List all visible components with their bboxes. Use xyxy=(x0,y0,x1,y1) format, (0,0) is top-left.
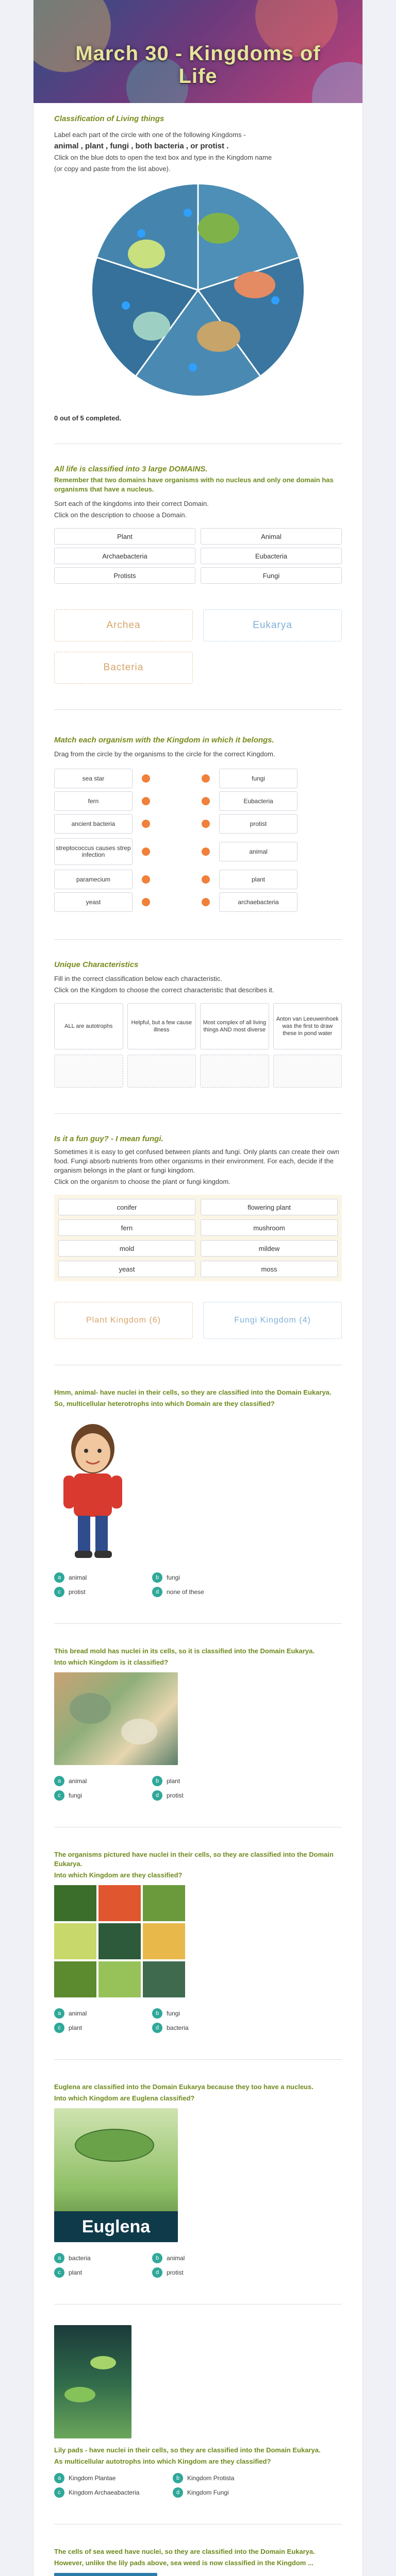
question-sea-weed: The cells of sea weed have nuclei, so they are classified into the Domain Eukarya. However, unlike the lily pads above, sea weed is now classified in the Kingdom ... xyxy=(34,2524,362,2576)
question-heading: Is it a fun guy? - I mean fungi. xyxy=(54,1134,163,1143)
characteristic-card: Anton van Leeuwenhoek was the first to draw these in pond water xyxy=(273,1003,342,1049)
question-heading: Match each organism with the Kingdom in which it belongs. xyxy=(54,736,274,744)
hotspot-dot[interactable] xyxy=(137,229,145,238)
answer-option[interactable]: b Kingdom Protista xyxy=(173,2472,281,2484)
answer-option[interactable]: d protist xyxy=(152,2267,240,2278)
sort-item[interactable]: fern xyxy=(58,1219,195,1236)
drop-target[interactable] xyxy=(202,898,210,906)
worksheet-title: March 30 - Kingdoms of Life xyxy=(75,42,321,88)
fungi-picture xyxy=(197,321,240,352)
answer-option[interactable]: c Kingdom Archaeabacteria xyxy=(54,2487,162,2498)
answer-options xyxy=(54,2472,281,2498)
characteristic-cards xyxy=(54,1003,342,1049)
euglena-picture xyxy=(54,2108,178,2242)
question-bread-mold: This bread mold has nuclei in its cells, so it is classified into the Domain Eukarya. Into which Kingdom is it classified? a animal b plant c fungi d protist xyxy=(34,1624,362,1801)
lily-pad-picture xyxy=(54,2325,131,2438)
answer-options xyxy=(54,1775,240,1801)
completion-status: 0 out of 5 completed. xyxy=(54,414,122,422)
animal-picture xyxy=(234,272,275,298)
hotspot-dot[interactable] xyxy=(189,363,197,371)
drag-handle[interactable] xyxy=(142,875,150,884)
question-heading: All life is classified into 3 large DOMAINS. xyxy=(54,465,208,473)
characteristic-card: Helpful, but a few cause illness xyxy=(127,1003,196,1049)
sort-item[interactable]: Fungi xyxy=(201,567,342,584)
drop-zone-bacteria[interactable]: Bacteria xyxy=(54,652,193,684)
boy-picture xyxy=(54,1418,131,1562)
answer-options xyxy=(54,2252,240,2278)
answer-option[interactable]: a animal xyxy=(54,1775,142,1787)
kingdom-box: plant xyxy=(219,870,298,889)
drop-target[interactable] xyxy=(202,848,210,856)
answer-option[interactable]: b plant xyxy=(152,1775,240,1787)
answer-option[interactable]: c plant xyxy=(54,2267,142,2278)
drop-target[interactable] xyxy=(202,820,210,828)
drop-zone-plant[interactable]: Plant Kingdom (6) xyxy=(54,1302,193,1339)
kingdom-drop-zones xyxy=(54,1302,342,1339)
sort-item[interactable]: Protists xyxy=(54,567,195,584)
question-heading: Classification of Living things xyxy=(54,114,164,123)
drag-handle[interactable] xyxy=(142,848,150,856)
organism-box: sea star xyxy=(54,769,133,788)
question-heading: Unique Characteristics xyxy=(54,960,139,969)
sort-item[interactable]: yeast xyxy=(58,1261,195,1277)
question-domains: All life is classified into 3 large DOMAINS. Remember that two domains have organisms with no nucleus and only one domain has organisms that have a nucleus. Sort each of the kingdoms into their correct Domain. Click on the description to choose a Domain. Plant Animal Archaebacteria Eubacteria Protists Fungi Archea Eukarya Bacteria xyxy=(34,444,362,684)
sort-item[interactable]: flowering plant xyxy=(201,1199,338,1215)
question-match-organisms: Match each organism with the Kingdom in which it belongs. Drag from the circle by the organisms to the circle for the correct Kingdom. sea star fungi fern Eubacteria ancient bacteria protist streptococcus causes strep infection animal paramecium plant yeast archaebacteria xyxy=(34,710,362,913)
drop-zone-eukarya[interactable]: Eukarya xyxy=(203,609,342,641)
answer-blank[interactable] xyxy=(273,1055,342,1088)
drop-target[interactable] xyxy=(202,875,210,884)
domain-drop-zones xyxy=(54,609,342,684)
answer-option[interactable]: d protist xyxy=(152,1790,240,1801)
question-lily-pads: Lily pads - have nuclei in their cells, so they are classified into the Domain Eukarya. As multicellular autotrophs into which Kingdom are they classified? a Kingdom Plantae b Kingdom Protista c Kingdom Archaeabacteria d Kingdom Fungi xyxy=(34,2304,362,2498)
sort-item[interactable]: Plant xyxy=(54,528,195,545)
kingdom-box: animal xyxy=(219,842,298,861)
kingdom-box: Eubacteria xyxy=(219,791,298,811)
sort-item[interactable]: mold xyxy=(58,1240,195,1257)
worksheet-card xyxy=(33,0,363,2576)
drop-zone-archea[interactable]: Archea xyxy=(54,609,193,641)
answer-option[interactable]: d none of these xyxy=(152,1586,240,1598)
hotspot-dot[interactable] xyxy=(184,209,192,217)
question-classification: Classification of Living things Label each part of the circle with one of the following Kingdoms - animal , plant , fungi , both bacteria , or protist . Click on the blue dots to open the text box and type in the Kingdom name (or copy and paste from the list above). 0 out of 5 completed. xyxy=(34,103,362,423)
drop-target[interactable] xyxy=(202,774,210,783)
matching-list xyxy=(54,767,342,913)
bacteria-picture xyxy=(133,312,170,341)
answer-blanks xyxy=(54,1055,342,1088)
question-euglena: Euglena are classified into the Domain Eukarya because they too have a nucleus. Into which Kingdom are Euglena classified? Euglena a bacteria b animal c plant d protist xyxy=(34,2060,362,2278)
sort-item[interactable]: Animal xyxy=(201,528,342,545)
sea-weed-picture xyxy=(54,2573,157,2576)
answer-options xyxy=(54,2008,240,2033)
organism-items xyxy=(54,1195,342,1281)
characteristic-card: Most complex of all living things AND most diverse xyxy=(200,1003,269,1049)
organism-box: yeast xyxy=(54,892,133,912)
answer-blank[interactable] xyxy=(200,1055,269,1088)
answer-option[interactable]: c fungi xyxy=(54,1790,142,1801)
sort-item[interactable]: Eubacteria xyxy=(201,548,342,564)
drag-handle[interactable] xyxy=(142,774,150,783)
drag-handle[interactable] xyxy=(142,797,150,805)
characteristic-card: ALL are autotrophs xyxy=(54,1003,123,1049)
sort-item[interactable]: Archaebacteria xyxy=(54,548,195,564)
sort-item[interactable]: mushroom xyxy=(201,1219,338,1236)
worksheet-banner xyxy=(34,0,362,103)
answer-blank[interactable] xyxy=(54,1055,123,1088)
answer-options xyxy=(54,1572,240,1598)
answer-option[interactable]: a animal xyxy=(54,2008,142,2019)
drag-handle[interactable] xyxy=(142,898,150,906)
drop-zone-fungi[interactable]: Fungi Kingdom (4) xyxy=(203,1302,342,1339)
kingdom-box: fungi xyxy=(219,769,298,788)
organism-box: paramecium xyxy=(54,870,133,889)
sort-item[interactable]: mildew xyxy=(201,1240,338,1257)
question-animal-kingdom: Hmm, animal- have nuclei in their cells, so they are classified into the Domain Eukarya. So, multicellular heterotrophs into which Domain are they classified? a animal b fungi c protist d none of these xyxy=(34,1365,362,1598)
answer-option[interactable]: d Kingdom Fungi xyxy=(173,2487,281,2498)
answer-option[interactable]: b fungi xyxy=(152,2008,240,2019)
answer-option[interactable]: b fungi xyxy=(152,1572,240,1583)
drop-target[interactable] xyxy=(202,797,210,805)
question-plants-pictured: The organisms pictured have nuclei in their cells, so they are classified into the Domain Eukarya. Into which Kingdom are they classified? a animal b fungi c plant d bacteria xyxy=(34,1827,362,2033)
plant-picture-collage xyxy=(54,1885,342,1997)
drag-handle[interactable] xyxy=(142,820,150,828)
answer-option[interactable]: a Kingdom Plantae xyxy=(54,2472,162,2484)
sort-item[interactable]: conifer xyxy=(58,1199,195,1215)
organism-box: streptococcus causes strep infection xyxy=(54,838,133,865)
kingdom-box: archaebacteria xyxy=(219,892,298,912)
kingdom-box: protist xyxy=(219,814,298,834)
question-plant-or-fungi: Is it a fun guy? - I mean fungi. Sometimes it is easy to get confused between plants and fungi. Only plants can create their own food. Fungi absorb nutrients from other organisms in their environment. For each, decide if the organism belongs in the plant or fungi kingdom. Click on the organism to choose the plant or fungi kingdom. conifer flowering plant fern mushroom mold mildew yeast moss Plant Kingdom (6) Fungi Kingdom (4) xyxy=(34,1114,362,1339)
answer-option[interactable]: a bacteria xyxy=(54,2252,142,2264)
answer-option[interactable]: a animal xyxy=(54,1572,142,1583)
organism-box: fern xyxy=(54,791,133,811)
question-unique-characteristics: Unique Characteristics Fill in the correct classification below each characteristic. Click on the Kingdom to choose the correct characteristic that describes it. ALL are autotrophs Helpful, but a few cause illness Most complex of all living things AND most diverse Anton van Leeuwenhoek was the first to draw these in pond water xyxy=(34,940,362,1088)
domain-items xyxy=(54,528,342,584)
hotspot-dot[interactable] xyxy=(122,301,130,310)
plant-picture xyxy=(198,213,239,244)
answer-option[interactable]: c protist xyxy=(54,1586,142,1598)
protist-picture xyxy=(128,240,165,268)
kingdom-pie-chart xyxy=(90,182,306,398)
sort-item[interactable]: moss xyxy=(201,1261,338,1277)
answer-option[interactable]: b animal xyxy=(152,2252,240,2264)
answer-option[interactable]: c plant xyxy=(54,2022,142,2033)
hotspot-dot[interactable] xyxy=(271,296,279,304)
organism-box: ancient bacteria xyxy=(54,814,133,834)
answer-blank[interactable] xyxy=(127,1055,196,1088)
euglena-caption: Euglena xyxy=(81,2216,151,2236)
answer-option[interactable]: d bacteria xyxy=(152,2022,240,2033)
bread-mold-picture xyxy=(54,1672,178,1765)
